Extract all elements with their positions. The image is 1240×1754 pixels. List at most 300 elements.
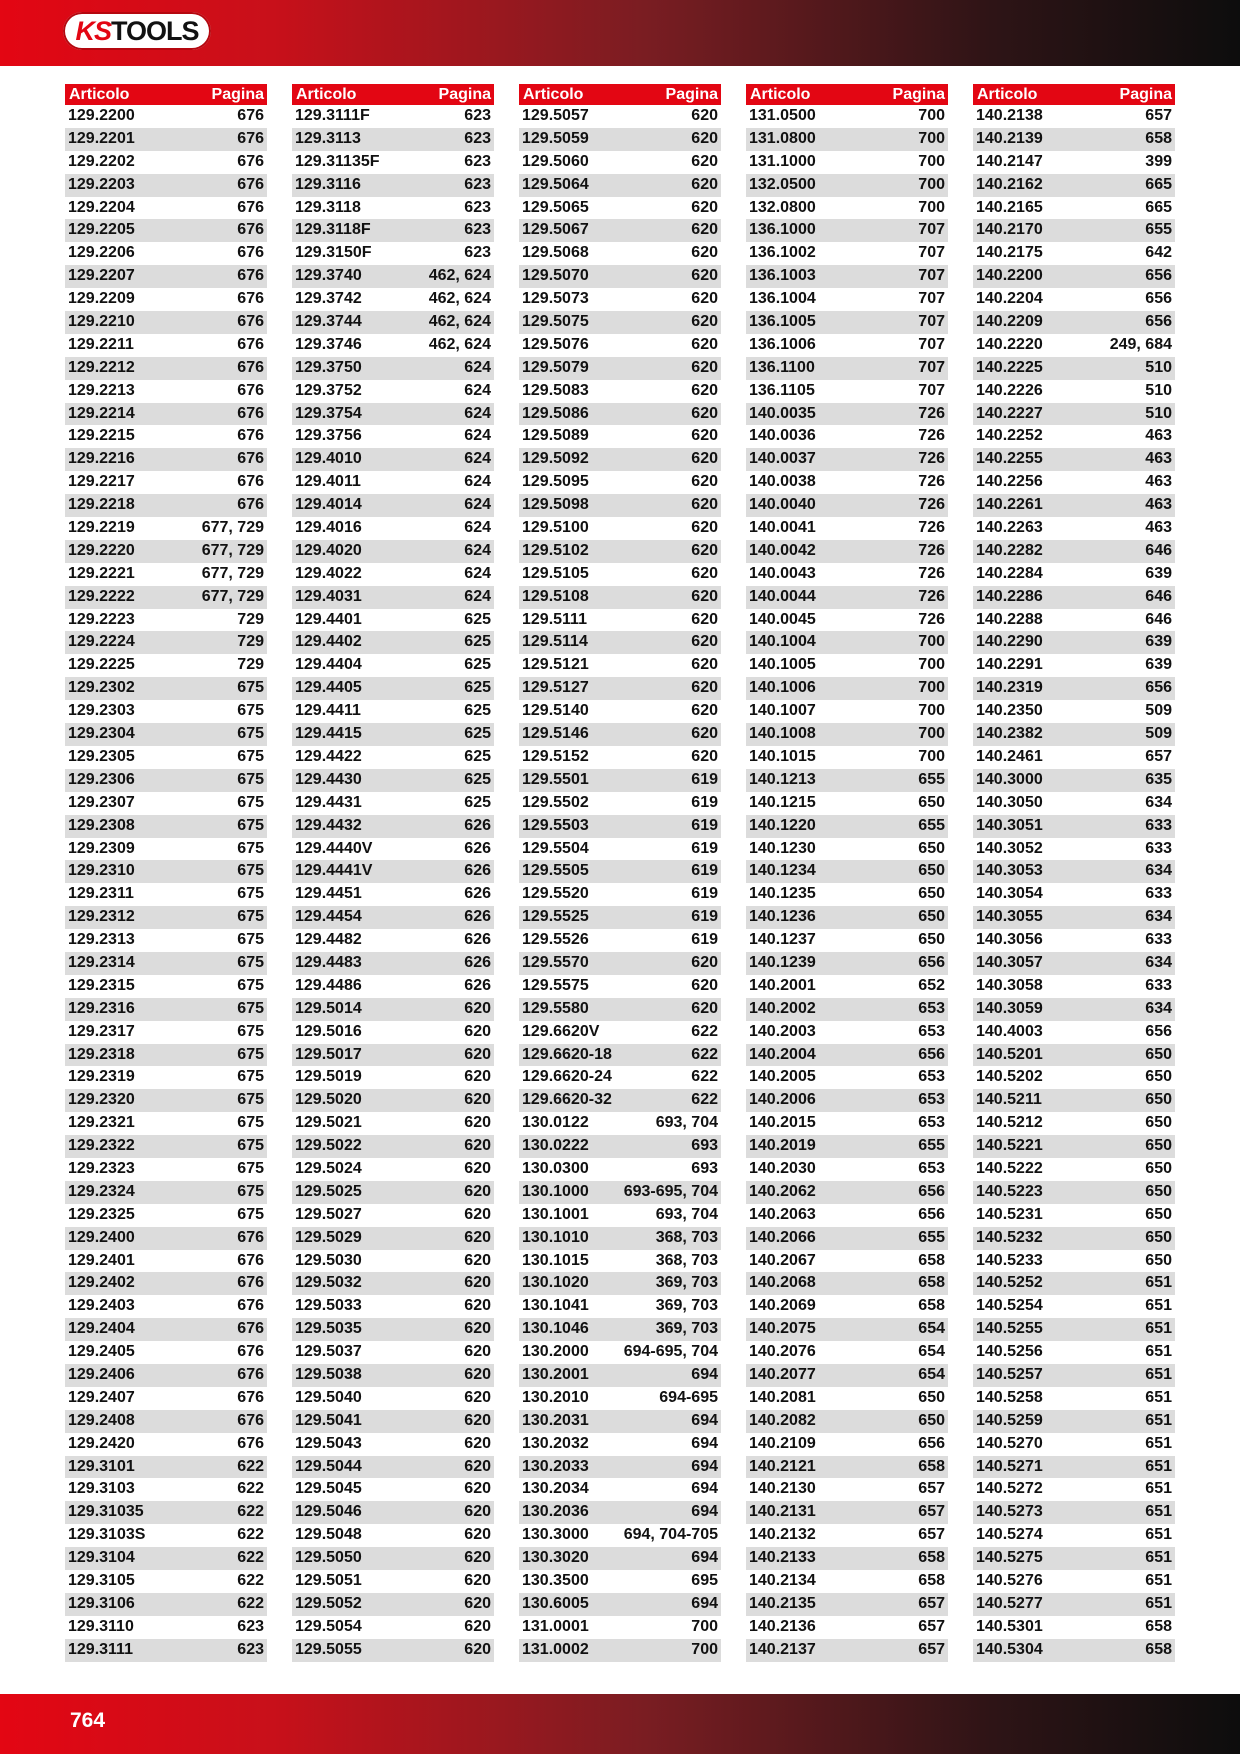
page-reference: 633: [1145, 885, 1172, 903]
article-number: 129.2213: [68, 381, 135, 399]
table-row: [519, 998, 721, 1021]
page-reference: 675: [237, 953, 264, 971]
table-row: [65, 975, 267, 998]
page-reference: 675: [237, 862, 264, 880]
article-number: 129.5105: [522, 564, 589, 582]
table-row: [292, 1524, 494, 1547]
page-reference: 620: [691, 313, 718, 331]
page-reference: 676: [237, 1251, 264, 1269]
column-header: [292, 84, 494, 105]
article-number: 129.2315: [68, 976, 135, 994]
article-number: 129.2302: [68, 679, 135, 697]
table-row: [973, 425, 1175, 448]
page-reference: 700: [918, 747, 945, 765]
page-reference: 675: [237, 793, 264, 811]
article-number: 129.3116: [295, 175, 361, 193]
article-number: 129.2312: [68, 908, 135, 926]
table-row: [973, 1616, 1175, 1639]
page-reference: 726: [918, 404, 945, 422]
table-row: [746, 1387, 948, 1410]
article-number: 140.5254: [976, 1297, 1043, 1315]
table-row: [292, 1616, 494, 1639]
table-row: [973, 1501, 1175, 1524]
table-row: [973, 197, 1175, 220]
article-number: 129.3750: [295, 358, 362, 376]
table-row: [292, 860, 494, 883]
article-number: 129.2307: [68, 793, 135, 811]
table-row: [292, 517, 494, 540]
article-number: 140.2288: [976, 610, 1043, 628]
table-row: [746, 219, 948, 242]
table-row: [973, 1066, 1175, 1089]
article-number: 140.2319: [976, 679, 1043, 697]
table-row: [292, 746, 494, 769]
table-row: [292, 563, 494, 586]
page-reference: 620: [464, 1480, 491, 1498]
article-number: 129.2407: [68, 1388, 135, 1406]
table-row: [292, 1547, 494, 1570]
article-number: 131.0002: [522, 1640, 589, 1658]
table-row: [519, 929, 721, 952]
article-number: 132.0800: [749, 198, 816, 216]
table-row: [746, 769, 948, 792]
article-number: 129.2314: [68, 953, 135, 971]
article-number: 129.5570: [522, 953, 589, 971]
page-reference: 624: [464, 381, 491, 399]
page-reference: 694-695, 704: [623, 1343, 718, 1361]
table-row: [292, 105, 494, 128]
article-number: 130.2034: [522, 1480, 589, 1498]
article-number: 132.0500: [749, 175, 816, 193]
article-number: 129.2401: [68, 1251, 135, 1269]
header-article-label: Articolo: [750, 86, 811, 103]
page-reference: 676: [237, 1297, 264, 1315]
table-row: [519, 1524, 721, 1547]
table-row: [519, 1501, 721, 1524]
header-article-label: Articolo: [523, 86, 584, 103]
page-reference: 651: [1145, 1526, 1172, 1544]
page-reference: 620: [464, 1045, 491, 1063]
page-reference: 726: [918, 496, 945, 514]
table-row: [973, 1250, 1175, 1273]
page-reference: 620: [464, 1228, 491, 1246]
page-reference: 368, 703: [655, 1228, 718, 1246]
article-number: 140.2282: [976, 541, 1043, 559]
table-row: [65, 677, 267, 700]
article-number: 140.2019: [749, 1137, 816, 1155]
page-reference: 729: [237, 633, 264, 651]
page-reference: 658: [1145, 1617, 1172, 1635]
table-row: [519, 494, 721, 517]
table-row: [973, 723, 1175, 746]
article-number: 129.5041: [295, 1411, 362, 1429]
table-row: [746, 677, 948, 700]
article-number: 129.2320: [68, 1091, 135, 1109]
article-number: 129.5075: [522, 313, 589, 331]
article-number: 129.4415: [295, 725, 362, 743]
table-row: [292, 1044, 494, 1067]
article-number: 140.2075: [749, 1320, 816, 1338]
article-number: 129.3118F: [295, 221, 371, 239]
article-number: 140.5211: [976, 1091, 1042, 1109]
table-row: [973, 128, 1175, 151]
table-row: [973, 1204, 1175, 1227]
table-row: [65, 242, 267, 265]
article-number: 140.3000: [976, 770, 1043, 788]
page-reference: 620: [464, 1457, 491, 1475]
table-row: [746, 128, 948, 151]
page-reference: 620: [464, 1114, 491, 1132]
article-number: 140.2077: [749, 1365, 816, 1383]
table-row: [65, 1250, 267, 1273]
page-reference: 676: [237, 358, 264, 376]
page-reference: 707: [918, 381, 945, 399]
article-number: 129.2207: [68, 267, 135, 285]
page-reference: 639: [1145, 633, 1172, 651]
page-reference: 653: [918, 999, 945, 1017]
page-reference: 675: [237, 1114, 264, 1132]
column-header: [519, 84, 721, 105]
table-row: [292, 1021, 494, 1044]
article-number: 140.5256: [976, 1343, 1043, 1361]
table-row: [65, 1410, 267, 1433]
page-reference: 622: [691, 1022, 718, 1040]
table-row: [746, 242, 948, 265]
column-rows: [746, 105, 948, 1662]
table-row: [519, 1089, 721, 1112]
table-row: [746, 975, 948, 998]
page-reference: 619: [691, 885, 718, 903]
table-row: [292, 174, 494, 197]
header-page-label: Pagina: [211, 86, 264, 103]
table-row: [746, 1158, 948, 1181]
table-row: [519, 723, 721, 746]
page-reference: 620: [691, 198, 718, 216]
article-number: 129.5502: [522, 793, 589, 811]
table-row: [746, 1524, 948, 1547]
table-row: [65, 609, 267, 632]
table-row: [746, 723, 948, 746]
article-number: 129.4440V: [295, 839, 373, 857]
table-row: [292, 1501, 494, 1524]
article-number: 130.1000: [522, 1182, 589, 1200]
page-reference: 620: [691, 175, 718, 193]
table-row: [292, 311, 494, 334]
page-reference: 462, 624: [428, 335, 491, 353]
article-number: 129.5114: [522, 633, 588, 651]
article-number: 129.2224: [68, 633, 135, 651]
page-reference: 620: [691, 358, 718, 376]
article-number: 129.4016: [295, 519, 362, 537]
table-row: [519, 563, 721, 586]
table-row: [746, 1570, 948, 1593]
page-reference: 624: [464, 496, 491, 514]
table-row: [519, 1021, 721, 1044]
article-number: 129.2308: [68, 816, 135, 834]
table-row: [65, 769, 267, 792]
page-reference: 650: [918, 885, 945, 903]
page-reference: 700: [918, 107, 945, 124]
article-number: 129.2201: [68, 129, 135, 147]
table-row: [519, 174, 721, 197]
article-number: 129.5102: [522, 541, 589, 559]
article-number: 129.5067: [522, 221, 589, 239]
table-row: [292, 357, 494, 380]
table-row: [292, 1593, 494, 1616]
article-number: 129.2404: [68, 1320, 135, 1338]
table-row: [519, 746, 721, 769]
table-row: [973, 334, 1175, 357]
table-row: [519, 403, 721, 426]
page-reference: 620: [691, 496, 718, 514]
page-reference: 726: [918, 473, 945, 491]
table-row: [292, 838, 494, 861]
page-reference: 626: [464, 885, 491, 903]
page-reference: 677, 729: [201, 564, 264, 582]
article-number: 129.3103: [68, 1480, 135, 1498]
page-reference: 657: [918, 1503, 945, 1521]
page-reference: 675: [237, 770, 264, 788]
page-reference: 620: [691, 564, 718, 582]
page-reference: 676: [237, 1320, 264, 1338]
page-reference: 700: [691, 1617, 718, 1635]
table-row: [973, 448, 1175, 471]
table-row: [973, 357, 1175, 380]
page-reference: 651: [1145, 1365, 1172, 1383]
article-number: 129.5065: [522, 198, 589, 216]
page-reference: 634: [1145, 793, 1172, 811]
article-number: 140.5255: [976, 1320, 1043, 1338]
table-row: [292, 1318, 494, 1341]
article-number: 129.5064: [522, 175, 589, 193]
table-row: [746, 1478, 948, 1501]
article-number: 129.5016: [295, 1022, 362, 1040]
page-reference: 619: [691, 793, 718, 811]
table-row: [746, 1181, 948, 1204]
table-row: [292, 700, 494, 723]
page-reference: 623: [237, 1640, 264, 1658]
article-number: 129.3744: [295, 313, 362, 331]
table-row: [65, 288, 267, 311]
table-row: [746, 792, 948, 815]
table-row: [746, 929, 948, 952]
table-row: [973, 609, 1175, 632]
page-reference: 369, 703: [655, 1274, 718, 1292]
article-number: 140.2226: [976, 381, 1043, 399]
article-number: 130.1046: [522, 1320, 589, 1338]
article-number: 129.5504: [522, 839, 589, 857]
page-reference: 620: [464, 1617, 491, 1635]
article-number: 129.3103S: [68, 1526, 146, 1544]
table-row: [973, 1570, 1175, 1593]
page-reference: 620: [464, 1365, 491, 1383]
table-row: [65, 1318, 267, 1341]
table-row: [519, 1044, 721, 1067]
page-reference: 694: [691, 1549, 718, 1567]
page-reference: 656: [1145, 679, 1172, 697]
article-number: 140.1008: [749, 725, 816, 743]
page-reference: 700: [918, 656, 945, 674]
page-reference: 635: [1145, 770, 1172, 788]
page-reference: 633: [1145, 839, 1172, 857]
article-number: 140.1007: [749, 702, 816, 720]
article-number: 140.2227: [976, 404, 1043, 422]
article-number: 129.4482: [295, 931, 362, 949]
article-number: 129.2214: [68, 404, 135, 422]
page-reference: 654: [918, 1320, 945, 1338]
article-number: 140.2002: [749, 999, 816, 1017]
article-number: 140.5272: [976, 1480, 1043, 1498]
article-number: 140.5252: [976, 1274, 1043, 1292]
article-number: 140.5232: [976, 1228, 1043, 1246]
table-row: [746, 952, 948, 975]
article-number: 140.5304: [976, 1640, 1043, 1658]
article-number: 140.2134: [749, 1572, 816, 1589]
table-row: [292, 1250, 494, 1273]
article-number: 129.5060: [522, 152, 589, 170]
table-row: [65, 403, 267, 426]
article-number: 129.5526: [522, 931, 589, 949]
table-row: [973, 1112, 1175, 1135]
page-reference: 655: [918, 770, 945, 788]
page-reference: 622: [237, 1594, 264, 1612]
article-number: 140.2001: [749, 976, 816, 994]
table-row: [65, 197, 267, 220]
article-number: 130.2036: [522, 1503, 589, 1521]
page-reference: 653: [918, 1091, 945, 1109]
page-reference: 633: [1145, 931, 1172, 949]
table-row: [973, 700, 1175, 723]
page-reference: 399: [1145, 152, 1172, 170]
article-number: 140.1015: [749, 747, 816, 765]
table-row: [973, 1639, 1175, 1662]
article-number: 140.1236: [749, 908, 816, 926]
table-row: [519, 700, 721, 723]
page-reference: 676: [237, 1228, 264, 1246]
article-number: 130.1015: [522, 1251, 589, 1269]
table-row: [973, 1135, 1175, 1158]
article-number: 129.5050: [295, 1549, 362, 1567]
page-reference: 650: [1145, 1114, 1172, 1132]
table-row: [973, 288, 1175, 311]
article-number: 129.5019: [295, 1068, 362, 1086]
page-reference: 620: [691, 152, 718, 170]
page-reference: 707: [918, 335, 945, 353]
page-reference: 656: [1145, 267, 1172, 285]
page-reference: 620: [691, 587, 718, 605]
index-column: [973, 84, 1175, 1662]
article-number: 129.3105: [68, 1572, 135, 1589]
article-number: 136.1004: [749, 290, 816, 308]
article-number: 131.1000: [749, 152, 816, 170]
page-reference: 658: [918, 1297, 945, 1315]
article-number: 140.2382: [976, 725, 1043, 743]
page-reference: 654: [918, 1343, 945, 1361]
page-reference: 658: [1145, 1640, 1172, 1658]
page-reference: 652: [918, 976, 945, 994]
article-number: 136.1105: [749, 381, 815, 399]
page-reference: 650: [1145, 1091, 1172, 1109]
table-row: [973, 1295, 1175, 1318]
article-number: 129.5121: [522, 656, 589, 674]
article-number: 140.5233: [976, 1251, 1043, 1269]
table-row: [65, 471, 267, 494]
table-row: [519, 1204, 721, 1227]
index-column: [746, 84, 948, 1662]
page-reference: 620: [691, 427, 718, 445]
table-row: [65, 563, 267, 586]
article-number: 129.4402: [295, 633, 362, 651]
table-row: [519, 975, 721, 998]
table-row: [973, 1364, 1175, 1387]
article-number: 129.5030: [295, 1251, 362, 1269]
article-number: 129.2200: [68, 107, 135, 124]
page-reference: 656: [918, 1205, 945, 1223]
table-row: [519, 1250, 721, 1273]
article-number: 140.3055: [976, 908, 1043, 926]
page-reference: 625: [464, 702, 491, 720]
article-number: 129.2400: [68, 1228, 135, 1246]
page-reference: 657: [1145, 747, 1172, 765]
table-row: [519, 288, 721, 311]
table-row: [292, 906, 494, 929]
table-row: [65, 517, 267, 540]
page-reference: 700: [918, 129, 945, 147]
article-number: 140.2030: [749, 1159, 816, 1177]
article-number: 130.1010: [522, 1228, 589, 1246]
table-row: [973, 677, 1175, 700]
article-number: 140.2139: [976, 129, 1043, 147]
page-reference: 676: [237, 496, 264, 514]
article-number: 136.1100: [749, 358, 815, 376]
page-reference: 620: [691, 267, 718, 285]
page-reference: 646: [1145, 541, 1172, 559]
table-row: [746, 494, 948, 517]
article-number: 130.2031: [522, 1411, 589, 1429]
page-reference: 623: [464, 152, 491, 170]
page-reference: 646: [1145, 610, 1172, 628]
article-number: 140.2006: [749, 1091, 816, 1109]
article-number: 129.2218: [68, 496, 135, 514]
table-row: [292, 288, 494, 311]
article-number: 129.2205: [68, 221, 135, 239]
page-reference: 694: [691, 1503, 718, 1521]
column-rows: [973, 105, 1175, 1662]
article-number: 129.2323: [68, 1159, 135, 1177]
table-row: [973, 1410, 1175, 1433]
header-article-label: Articolo: [69, 86, 130, 103]
article-number: 129.4432: [295, 816, 362, 834]
page-reference: 623: [464, 129, 491, 147]
page-reference: 620: [691, 541, 718, 559]
article-number: 129.5044: [295, 1457, 362, 1475]
page-reference: 650: [1145, 1068, 1172, 1086]
page-reference: 693: [691, 1159, 718, 1177]
page-reference: 658: [918, 1549, 945, 1567]
table-row: [292, 1387, 494, 1410]
table-row: [746, 1227, 948, 1250]
page-reference: 654: [918, 1365, 945, 1383]
article-number: 129.5022: [295, 1137, 362, 1155]
table-row: [519, 586, 721, 609]
article-number: 129.4422: [295, 747, 362, 765]
table-row: [519, 815, 721, 838]
article-number: 136.1003: [749, 267, 816, 285]
article-number: 129.3752: [295, 381, 362, 399]
article-number: 129.3754: [295, 404, 362, 422]
table-row: [292, 471, 494, 494]
table-row: [65, 1456, 267, 1479]
